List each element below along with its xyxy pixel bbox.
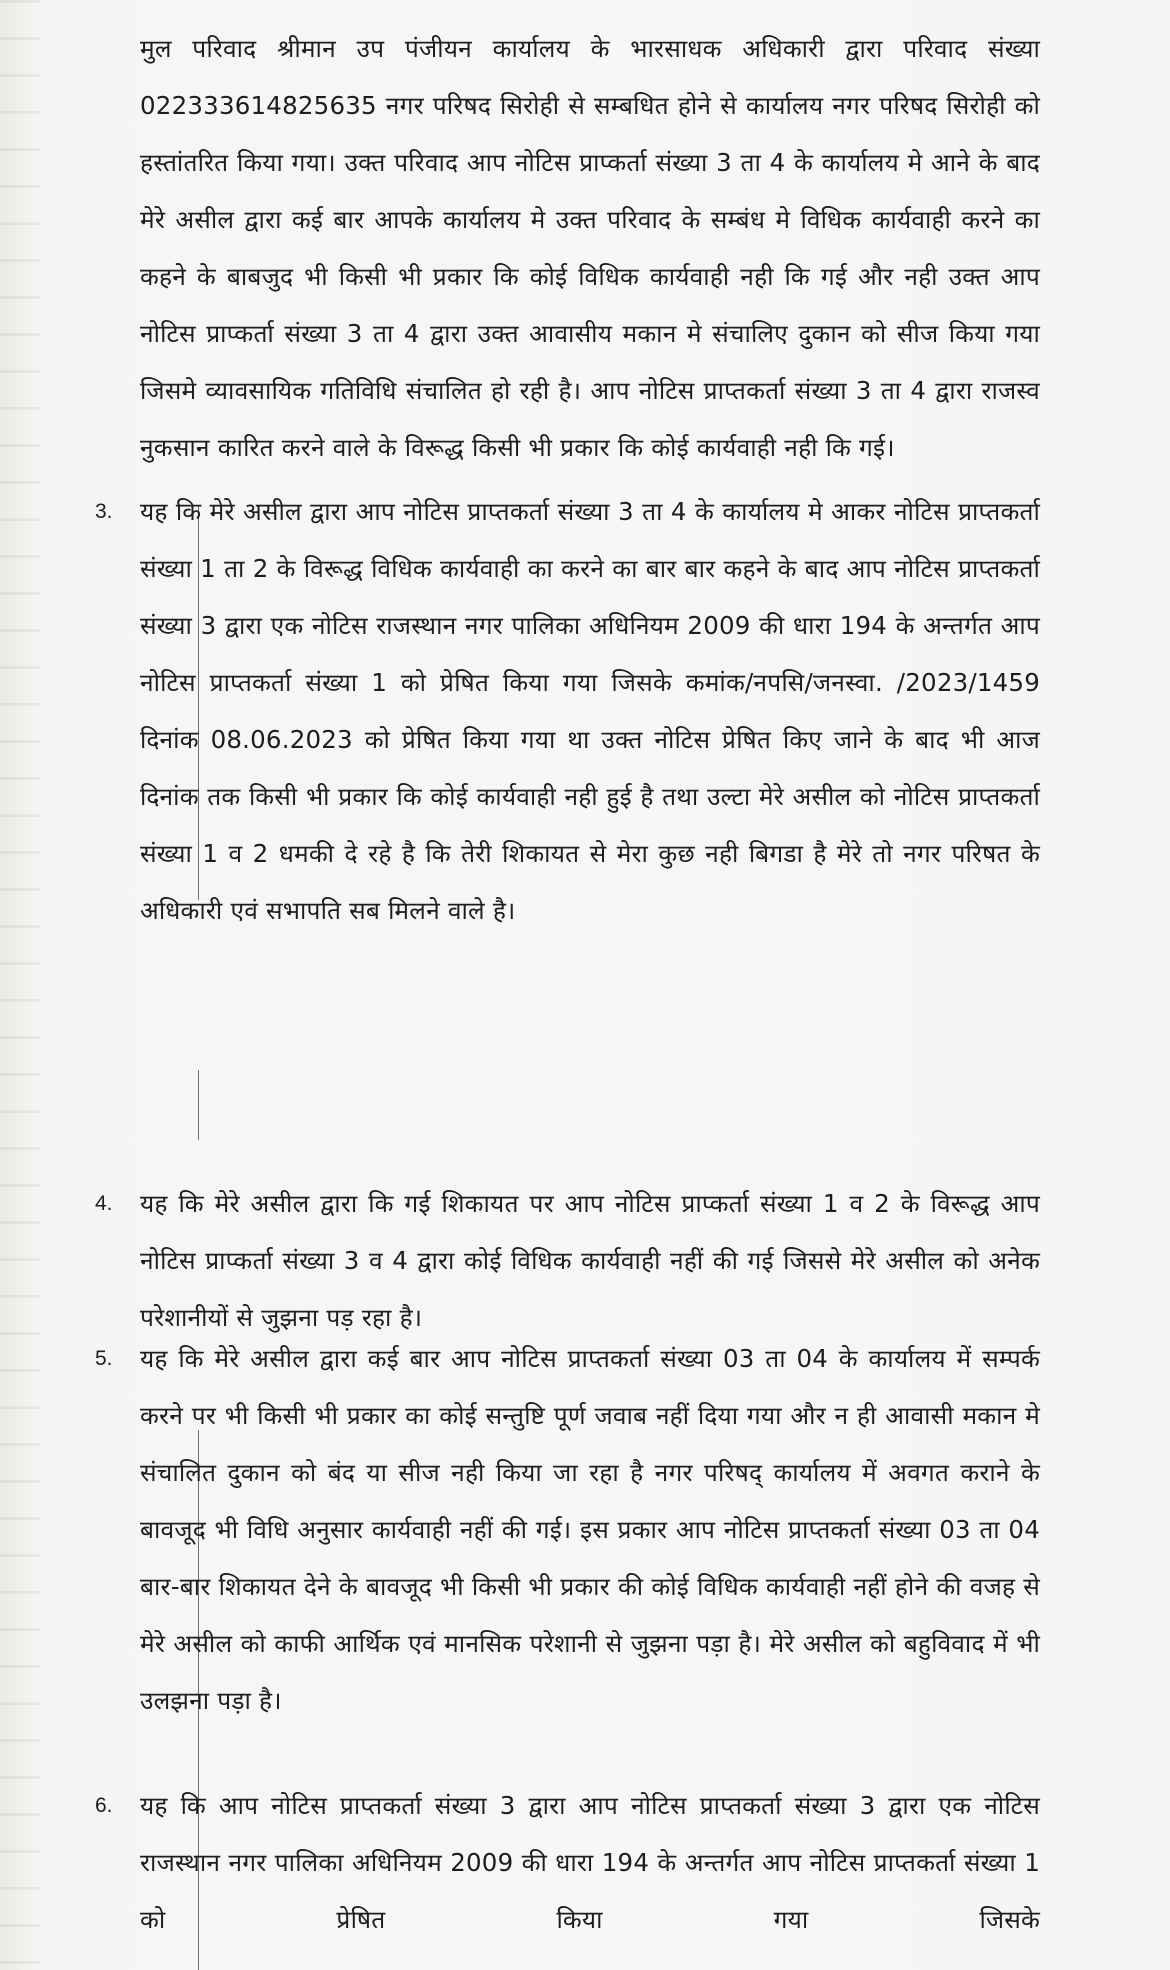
intro-paragraph: मुल परिवाद श्रीमान उप पंजीयन कार्यालय के भारसाधक अधिकारी द्वारा परिवाद संख्या 022333614825635 नगर परिषद सिरोही से सम्बधित होने से कार्यालय नगर परिषद सिरोही को हस्तांतरित किया गया। उक्त परिवाद आप नोटिस प्राप्कर्ता संख्या 3 ता 4 के कार्यालय मे आने के बाद मेरे असील द्वारा कई बार आपके कार्यालय मे उक्त परिवाद के सम्बंध मे विधिक कार्यवाही करने का कहने के बाबजुद भी किसी भी प्रकार कि कोई विधिक कार्यवाही नही कि गई और नही उक्त आप नोटिस प्राप्कर्ता संख्या 3 ता 4 द्वारा उक्त आवासीय मकान मे संचालिए दुकान को सीज किया गया जिसमे व्यावसायिक गतिविधि संचालित हो रही है। आप नोटिस प्राप्तकर्ता संख्या 3 ता 4 द्वारा राजस्व नुकसान कारित करने वाले के विरूद्ध किसी भी प्रकार कि कोई कार्यवाही नही कि गई। (140, 34, 1040, 462)
paragraph-text: यह कि मेरे असील द्वारा आप नोटिस प्राप्तकर्ता संख्या 3 ता 4 के कार्यालय मे आकर नोटिस प्राप्तकर्ता संख्या 1 ता 2 के विरूद्ध विधिक कार्यवाही का करने का बार बार कहने के बाद आप नोटिस प्राप्तकर्ता संख्या 3 द्वारा एक नोटिस राजस्थान नगर पालिका अधिनियम 2009 की धारा 194 के अन्तर्गत आप नोटिस प्राप्तकर्ता संख्या 1 को प्रेषित किया गया जिसके कमांक/नपसि/जनस्वा. /2023/1459 दिनांक 08.06.2023 को प्रेषित किया गया था उक्त नोटिस प्रेषित किए जाने के बाद भी आज दिनांक तक किसी भी प्रकार कि कोई कार्यवाही नही हुई है तथा उल्टा मेरे असील को नोटिस प्राप्तकर्ता संख्या 1 व 2 धमकी दे रहे है कि तेरी शिकायत से मेरा कुछ नही बिगडा है मेरे तो नगर परिषत के अधिकारी एवं सभापति सब मिलने वाले है। (140, 497, 1040, 925)
paragraph-number: 3. (95, 500, 113, 523)
paragraph-6 (95, 1777, 1040, 1948)
scan-margin-noise (0, 0, 40, 1970)
paragraph-5 (95, 1330, 1040, 1729)
paragraph-number: 6. (95, 1794, 113, 1817)
paragraph-4 (95, 1175, 1040, 1346)
margin-rule-line (198, 1070, 199, 1140)
paragraph-text: यह कि मेरे असील द्वारा कई बार आप नोटिस प्राप्तकर्ता संख्या 03 ता 04 के कार्यालय में सम्पर्क करने पर भी किसी भी प्रकार का कोई सन्तुष्टि पूर्ण जवाब नहीं दिया गया और न ही आवासी मकान मे संचालित दुकान को बंद या सीज नही किया जा रहा है नगर परिषद् कार्यालय में अवगत कराने के बावजूद भी विधि अनुसार कार्यवाही नहीं की गई। इस प्रकार आप नोटिस प्राप्तकर्ता संख्या 03 ता 04 बार-बार शिकायत देने के बावजूद भी किसी भी प्रकार की कोई विधिक कार्यवाही नहीं होने की वजह से मेरे असील को काफी आर्थिक एवं मानसिक परेशानी से जुझना पड़ा है। मेरे असील को बहुविवाद में भी उलझना पड़ा है। (140, 1344, 1040, 1715)
paragraph-text: यह कि आप नोटिस प्राप्तकर्ता संख्या 3 द्वारा आप नोटिस प्राप्तकर्ता संख्या 3 द्वारा एक नोटिस राजस्थान नगर पालिका अधिनियम 2009 की धारा 194 के अन्तर्गत आप नोटिस प्राप्तकर्ता संख्या 1 को प्रेषित किया गया जिसके (140, 1791, 1040, 1934)
paragraph-3 (95, 483, 1040, 939)
paragraph-number: 4. (95, 1192, 113, 1215)
paragraph-number: 5. (95, 1347, 113, 1370)
paragraph-text: यह कि मेरे असील द्वारा कि गई शिकायत पर आप नोटिस प्राप्कर्ता संख्या 1 व 2 के विरूद्ध आप नोटिस प्राप्कर्ता संख्या 3 व 4 द्वारा कोई विधिक कार्यवाही नहीं की गई जिससे मेरे असील को अनेक परेशानीयों से जुझना पड़ रहा है। (140, 1189, 1040, 1332)
